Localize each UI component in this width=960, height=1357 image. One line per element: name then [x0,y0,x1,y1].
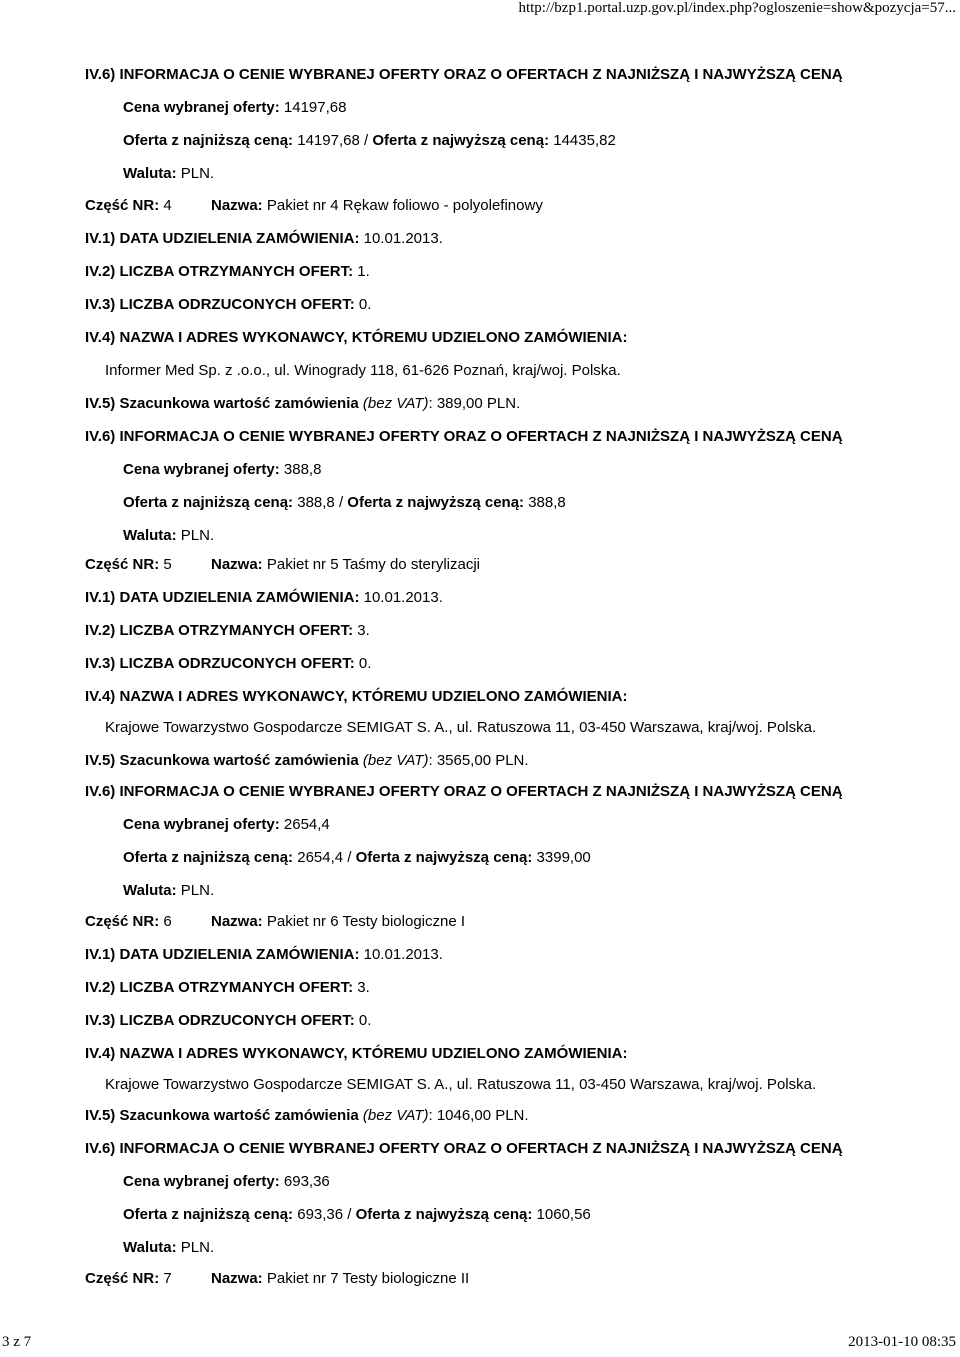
czesc-row-6: Część NR: 6 Nazwa: Pakiet nr 6 Testy biologiczne I [85,913,466,930]
czesc-row-4: Część NR: 4 Nazwa: Pakiet nr 4 Rękaw foliowo - polyolefinowy [85,197,543,214]
iv3-row: IV.3) LICZBA ODRZUCONYCH OFERT: 0. [85,655,372,672]
cena-wybranej-row: Cena wybranej oferty: 388,8 [123,461,322,478]
waluta-row: Waluta: PLN. [123,165,215,182]
iv2-row: IV.2) LICZBA OTRZYMANYCH OFERT: 3. [85,979,370,996]
iv1-row: IV.1) DATA UDZIELENIA ZAMÓWIENIA: 10.01.2013. [85,230,443,247]
cena-wybranej-row: Cena wybranej oferty: 693,36 [123,1173,330,1190]
iv3-row: IV.3) LICZBA ODRZUCONYCH OFERT: 0. [85,1012,372,1029]
waluta-row: Waluta: PLN. [123,1239,215,1256]
czesc-row-5: Część NR: 5 Nazwa: Pakiet nr 5 Taśmy do sterylizacji [85,556,480,573]
print-datetime: 2013-01-10 08:35 [848,1334,956,1350]
wykonawca-text: Krajowe Towarzystwo Gospodarcze SEMIGAT S. A., ul. Ratuszowa 11, 03-450 Warszawa, kraj/woj. Polska. [105,719,817,736]
waluta-row: Waluta: PLN. [123,882,215,899]
wykonawca-text: Krajowe Towarzystwo Gospodarcze SEMIGAT S. A., ul. Ratuszowa 11, 03-450 Warszawa, kraj/woj. Polska. [105,1076,817,1093]
iv4-row: IV.4) NAZWA I ADRES WYKONAWCY, KTÓREMU UDZIELONO ZAMÓWIENIA: [85,688,628,705]
oferty-ceny-row: Oferta z najniższą ceną: 2654,4 / Oferta z najwyższą ceną: 3399,00 [123,849,591,866]
section-iv6: IV.6) INFORMACJA O CENIE WYBRANEJ OFERTY ORAZ O OFERTACH Z NAJNIŻSZĄ I NAJWYŻSZĄ CENĄ [85,428,843,445]
czesc-row-7: Część NR: 7 Nazwa: Pakiet nr 7 Testy biologiczne II [85,1270,470,1287]
iv5-row: IV.5) Szacunkowa wartość zamówienia (bez VAT): 389,00 PLN. [85,395,521,412]
iv2-row: IV.2) LICZBA OTRZYMANYCH OFERT: 1. [85,263,370,280]
waluta-row: Waluta: PLN. [123,527,215,544]
oferty-ceny-row: Oferta z najniższą ceną: 388,8 / Oferta z najwyższą ceną: 388,8 [123,494,566,511]
iv4-row: IV.4) NAZWA I ADRES WYKONAWCY, KTÓREMU UDZIELONO ZAMÓWIENIA: [85,329,628,346]
wykonawca-text: Informer Med Sp. z .o.o., ul. Winogrady 118, 61-626 Poznań, kraj/woj. Polska. [105,362,621,379]
oferty-ceny-row: Oferta z najniższą ceną: 693,36 / Oferta z najwyższą ceną: 1060,56 [123,1206,591,1223]
page-number: 3 z 7 [2,1334,32,1350]
iv2-row: IV.2) LICZBA OTRZYMANYCH OFERT: 3. [85,622,370,639]
section-iv6: IV.6) INFORMACJA O CENIE WYBRANEJ OFERTY ORAZ O OFERTACH Z NAJNIŻSZĄ I NAJWYŻSZĄ CENĄ [85,783,843,800]
iv3-row: IV.3) LICZBA ODRZUCONYCH OFERT: 0. [85,296,372,313]
section-iv6: IV.6) INFORMACJA O CENIE WYBRANEJ OFERTY ORAZ O OFERTACH Z NAJNIŻSZĄ I NAJWYŻSZĄ CENĄ [85,1140,843,1157]
page-url: http://bzp1.portal.uzp.gov.pl/index.php?ogloszenie=show&pozycja=57... [518,0,956,16]
iv1-row: IV.1) DATA UDZIELENIA ZAMÓWIENIA: 10.01.2013. [85,946,443,963]
oferty-ceny-row: Oferta z najniższą ceną: 14197,68 / Oferta z najwyższą ceną: 14435,82 [123,132,616,149]
cena-wybranej-row: Cena wybranej oferty: 14197,68 [123,99,347,116]
iv1-row: IV.1) DATA UDZIELENIA ZAMÓWIENIA: 10.01.2013. [85,589,443,606]
section-iv6-top: IV.6) INFORMACJA O CENIE WYBRANEJ OFERTY ORAZ O OFERTACH Z NAJNIŻSZĄ I NAJWYŻSZĄ CENĄ [85,66,843,83]
cena-wybranej-row: Cena wybranej oferty: 2654,4 [123,816,330,833]
iv5-row: IV.5) Szacunkowa wartość zamówienia (bez VAT): 1046,00 PLN. [85,1107,529,1124]
iv4-row: IV.4) NAZWA I ADRES WYKONAWCY, KTÓREMU UDZIELONO ZAMÓWIENIA: [85,1045,628,1062]
iv5-row: IV.5) Szacunkowa wartość zamówienia (bez VAT): 3565,00 PLN. [85,752,529,769]
